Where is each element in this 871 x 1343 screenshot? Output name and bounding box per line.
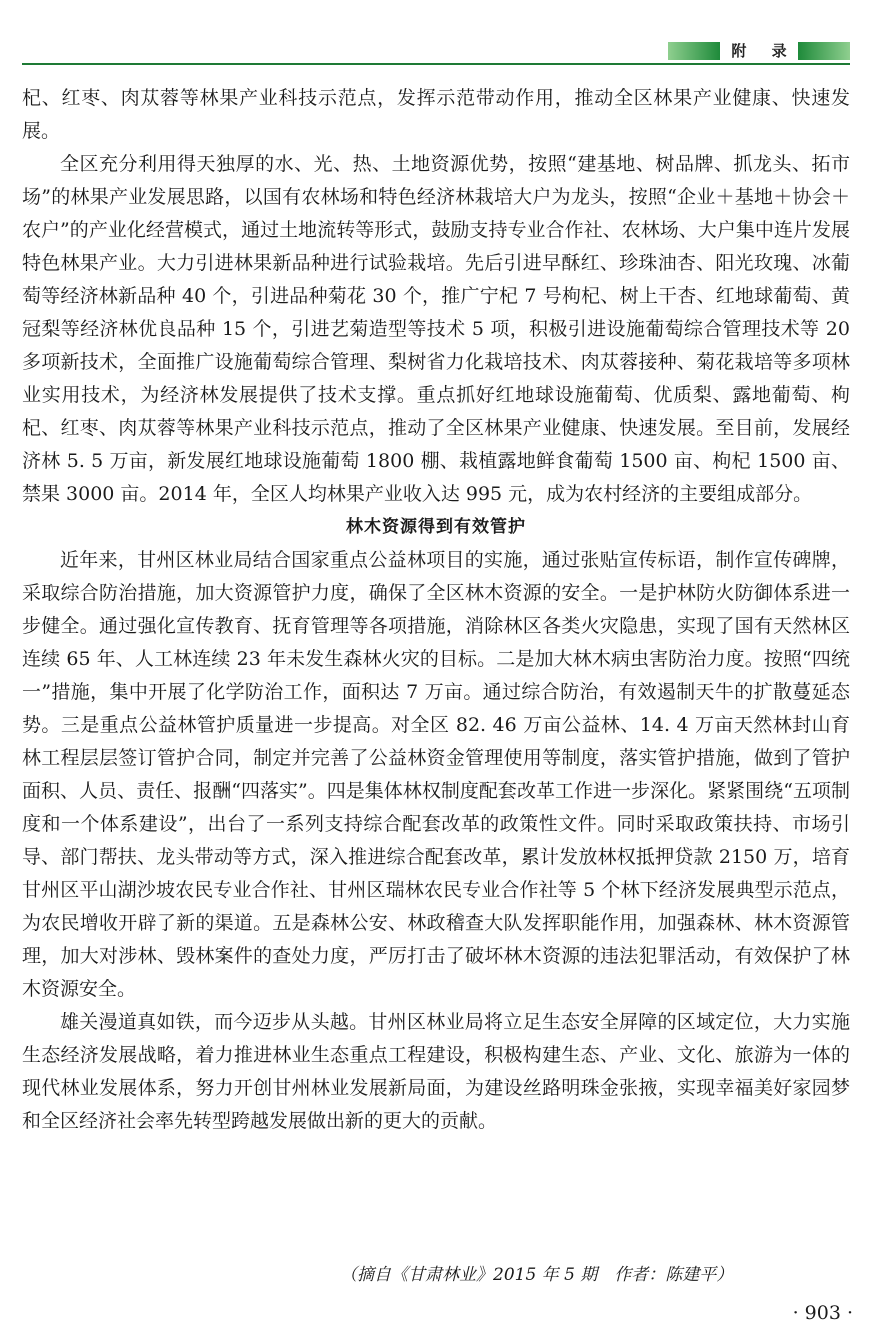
header-green-bar-left (668, 42, 720, 60)
paragraph-fruit-industry: 全区充分利用得天独厚的水、光、热、土地资源优势，按照“建基地、树品牌、抓龙头、拓市场”的林果产业发展思路，以国有农林场和特色经济林栽培大户为龙头，按照“企业＋基地＋协会＋农户”的产业化经营模式，通过土地流转等形式，鼓励支持专业合作社、农林场、大户集中连片发展特色林果产业。大力引进林果新品种进行试验栽培。先后引进早酥红、珍珠油杏、阳光玫瑰、冰葡萄等经济林新品种 40 个，引进品种菊花 30 个，推广宁杞 7 号枸杞、树上干杏、红地球葡萄、黄冠梨等经济林优良品种 15 个，引进艺菊造型等技术 5 项，积极引进设施葡萄综合管理技术等 20 多项新技术，全面推广设施葡萄综合管理、梨树省力化栽培技术、肉苁蓉接种、菊花栽培等多项林业实用技术，为经济林发展提供了技术支撑。重点抓好红地球设施葡萄、优质梨、露地葡萄、枸杞、红枣、肉苁蓉等林果产业科技示范点，推动了全区林果产业健康、快速发展。至目前，发展经济林 5. 5 万亩，新发展红地球设施葡萄 1800 棚、栽植露地鲜食葡萄 1500 亩、枸杞 1500 亩、禁果 3000 亩。2014 年，全区人均林果产业收入达 995 元，成为农村经济的主要组成部分。 (22, 153, 850, 505)
source-citation: （摘自《甘肃林业》2015 年 5 期 作者：陈建平） (340, 1265, 734, 1285)
header-green-bar-right (798, 42, 850, 60)
paragraph-resource-protection: 近年来，甘州区林业局结合国家重点公益林项目的实施，通过张贴宣传标语，制作宣传碑牌，采取综合防治措施，加大资源管护力度，确保了全区林木资源的安全。一是护林防火防御体系进一步健全。通过强化宣传教育、抚育管理等各项措施，消除林区各类火灾隐患，实现了国有天然林区连续 65 年、人工林连续 23 年未发生森林火灾的目标。二是加大林木病虫害防治力度。按照“四统一”措施，集中开展了化学防治工作，面积达 7 万亩。通过综合防治，有效遏制天牛的扩散蔓延态势。三是重点公益林管护质量进一步提高。对全区 82. 46 万亩公益林、14. 4 万亩天然林封山育林工程层层签订管护合同，制定并完善了公益林资金管理使用等制度，落实管护措施，做到了管护面积、人员、责任、报酬“四落实”。四是集体林权制度配套改革工作进一步深化。紧紧围绕“五项制度和一个体系建设”，出台了一系列支持综合配套改革的政策性文件。同时采取政策扶持、市场引导、部门帮扶、龙头带动等方式，深入推进综合配套改革，累计发放林权抵押贷款 2150 万，培育甘州区平山湖沙坡农民专业合作社、甘州区瑞林农民专业合作社等 5 个林下经济发展典型示范点，为农民增收开辟了新的渠道。五是森林公安、林政稽查大队发挥职能作用，加强森林、林木资源管理，加大对涉林、毁林案件的查处力度，严厉打击了破坏林木资源的违法犯罪活动，有效保护了林木资源安全。 (22, 549, 850, 1000)
section-heading: 林木资源得到有效管护 (346, 517, 526, 537)
paragraph-continuation: 杞、红枣、肉苁蓉等林果产业科技示范点，发挥示范带动作用，推动全区林果产业健康、快速发展。 (22, 87, 850, 142)
article-body (22, 82, 850, 1138)
section-label: 附 录 (731, 42, 797, 60)
page-number: · 903 · (792, 1302, 853, 1324)
running-header (668, 42, 850, 60)
header-divider (22, 63, 850, 65)
paragraph-conclusion: 雄关漫道真如铁，而今迈步从头越。甘州区林业局将立足生态安全屏障的区域定位，大力实施生态经济发展战略，着力推进林业生态重点工程建设，积极构建生态、产业、文化、旅游为一体的现代林业发展体系，努力开创甘州林业发展新局面，为建设丝路明珠金张掖，实现幸福美好家园梦和全区经济社会率先转型跨越发展做出新的更大的贡献。 (22, 1011, 850, 1132)
